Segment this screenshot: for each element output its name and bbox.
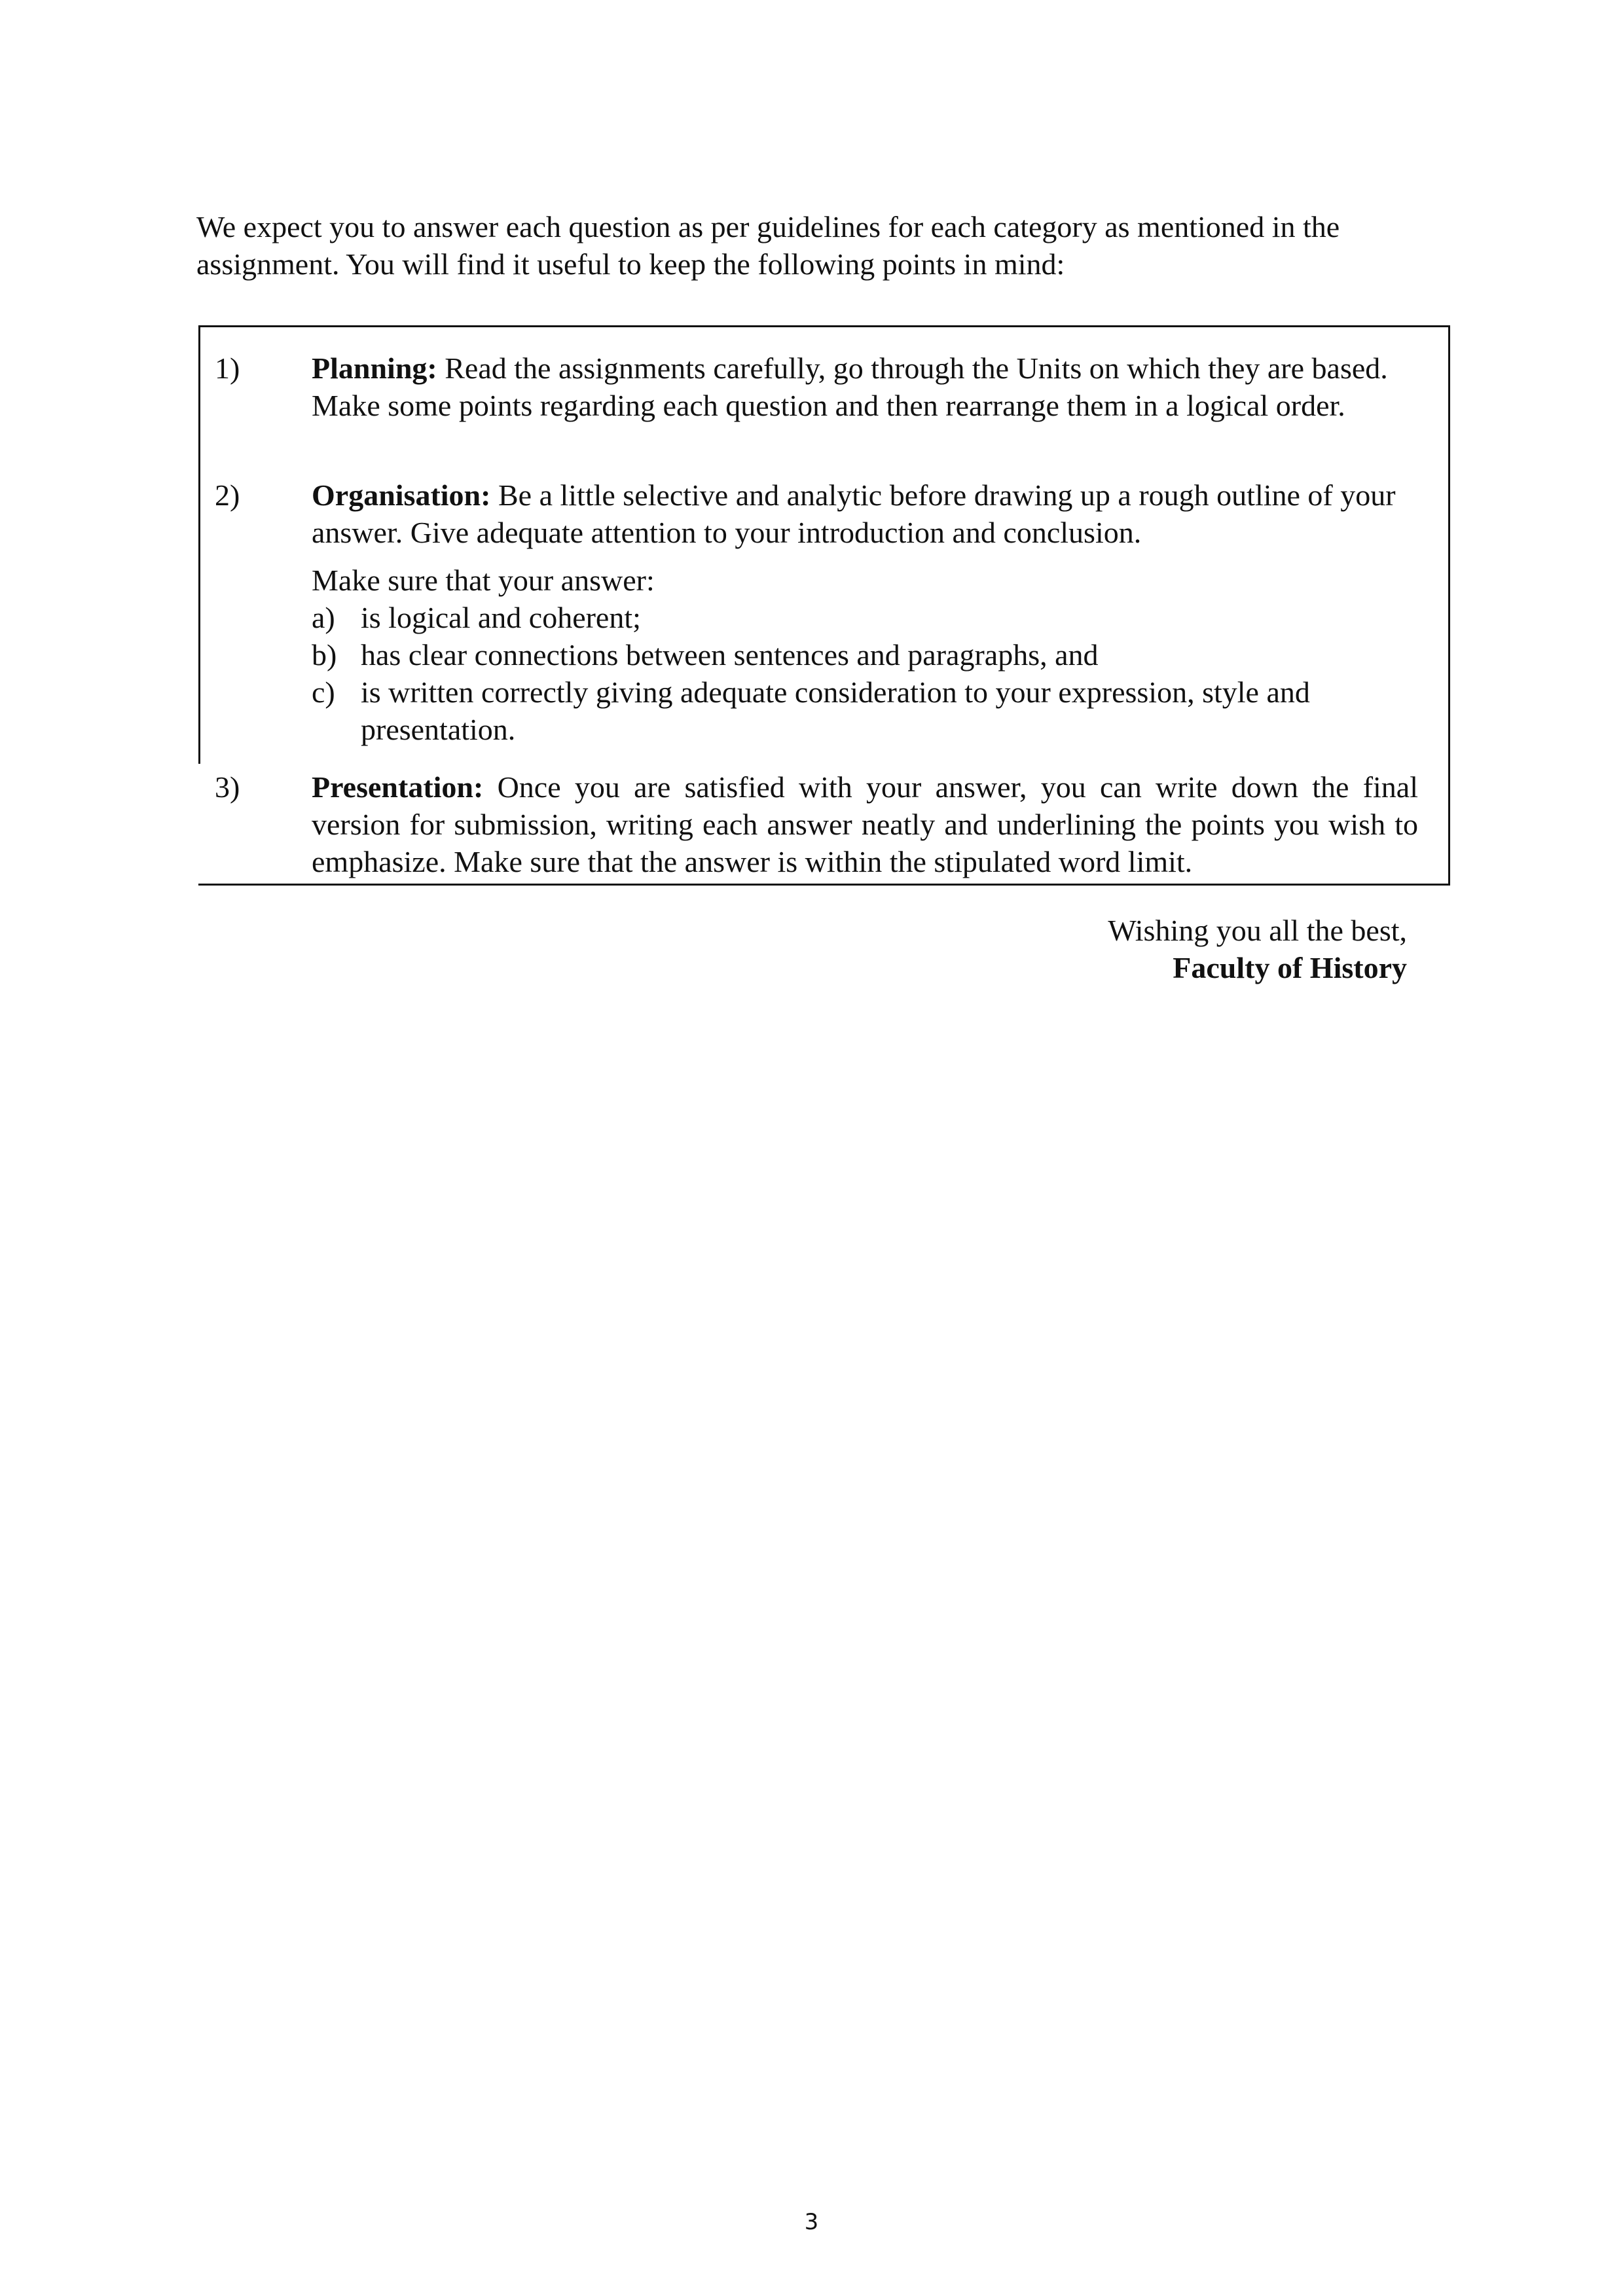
checklist-item [312,673,1418,748]
checklist-item [312,599,1418,636]
box-border-right [1448,325,1450,886]
item-heading: Organisation: [312,478,491,512]
item-number: 2) [215,478,240,512]
item-text: Read the assignments carefully, go through the Units on which they are based. Make some points regarding each question and then rearrange them in a logical order. [312,351,1388,422]
checklist-text: has clear connections between sentences and paragraphs, and [361,638,1099,672]
checklist-item [312,636,1418,673]
item-body [312,350,1418,424]
item-heading: Presentation: [312,770,484,804]
checklist-intro: Make sure that your answer: [312,564,655,597]
checklist-letter: b) [312,638,337,672]
answer-checklist [312,562,1418,748]
closing-block [1108,912,1407,986]
box-border-bottom [198,884,1450,886]
item-text: Once you are satisfied with your answer, you can write down the final version for submission, writing each answer neatly and underlining the points you wish to emphasize. Make sure that the answer is within the stipulated word limit. [312,770,1418,878]
item-text: Be a little selective and analytic before drawing up a rough outline of your answer. Give adequate attention to your introduction and conclusion. [312,478,1396,549]
checklist-letter: a) [312,601,335,634]
item-body [312,768,1418,880]
page-number: 3 [804,2209,819,2235]
item-heading: Planning: [312,351,437,385]
item-number: 1) [215,351,240,385]
checklist-letter: c) [312,675,335,709]
item-number: 3) [215,770,240,804]
item-body [312,476,1418,551]
box-border-top [198,325,1450,327]
closing-greeting: Wishing you all the best, [1108,914,1407,947]
box-border-left [198,325,200,764]
checklist-text: is logical and coherent; [361,601,641,634]
closing-signature: Faculty of History [1173,951,1407,984]
guidelines-box [198,325,1450,886]
checklist-text: is written correctly giving adequate consideration to your expression, style and presentation. [361,675,1310,746]
intro-paragraph: We expect you to answer each question as per guidelines for each category as mentioned in the assignment. You will find it useful to keep the following points in mind: [196,210,1340,281]
